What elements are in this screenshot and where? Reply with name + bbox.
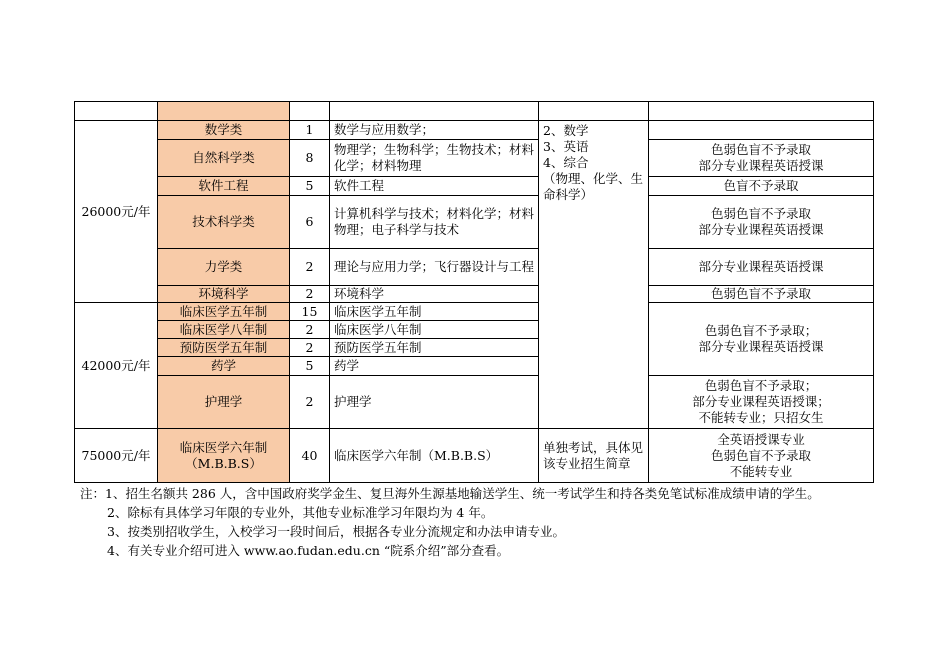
count-cell: 2 [290,339,330,357]
count-cell: 2 [290,249,330,286]
table-row [75,177,874,196]
count-cell: 1 [290,121,330,140]
tuition-cell: 75000元/年 [75,429,158,483]
count-cell: 40 [290,429,330,483]
count-cell: 5 [290,177,330,196]
count-cell: 8 [290,140,330,177]
category-cell: 临床医学六年制 （M.B.B.S） [158,429,290,483]
notes-cell: 色弱色盲不予录取 部分专业课程英语授课 [649,140,874,177]
count-cell: 6 [290,196,330,249]
majors-cell: 护理学 [330,376,539,429]
category-cell: 临床医学八年制 [158,321,290,339]
requirements-cell: 2、数学 3、英语 4、综合 （物理、化学、生命科学） [539,121,649,429]
majors-cell: 临床医学五年制 [330,303,539,321]
admissions-table [74,101,874,483]
notes-cell: 全英语授课专业 色弱色盲不予录取 不能转专业 [649,429,874,483]
table-row [75,121,874,140]
count-cell [290,102,330,121]
requirements-cell: 单独考试，具体见该专业招生简章 [539,429,649,483]
category-cell: 数学类 [158,121,290,140]
notes-cell: 色弱色盲不予录取 [649,286,874,303]
footnote-3: 3、按类别招收学生，入校学习一段时间后，根据各专业分流规定和办法申请专业。 [107,524,565,539]
category-cell: 药学 [158,357,290,376]
notes-cell: 色盲不予录取 [649,177,874,196]
count-cell: 2 [290,376,330,429]
category-cell: 自然科学类 [158,140,290,177]
majors-cell [330,102,539,121]
majors-cell: 理论与应用力学；飞行器设计与工程 [330,249,539,286]
category-cell: 护理学 [158,376,290,429]
majors-cell: 数学与应用数学； [330,121,539,140]
count-cell: 2 [290,286,330,303]
table-row [75,376,874,429]
count-cell: 5 [290,357,330,376]
category-cell: 技术科学类 [158,196,290,249]
count-cell: 15 [290,303,330,321]
category-cell: 力学类 [158,249,290,286]
majors-cell: 药学 [330,357,539,376]
table-row [75,102,874,121]
footnote-2: 2、除标有具体学习年限的专业外，其他专业标准学习年限均为 4 年。 [107,505,494,520]
footnote-4: 4、有关专业介绍可进入 www.ao.fudan.edu.cn “院系介绍”部分查看。 [107,543,510,558]
tuition-cell: 42000元/年 [75,303,158,429]
majors-cell: 临床医学六年制（M.B.B.S） [330,429,539,483]
majors-cell: 物理学；生物科学；生物技术；材料化学；材料物理 [330,140,539,177]
notes-cell: 色弱色盲不予录取； 部分专业课程英语授课 [649,303,874,376]
notes-cell [649,121,874,140]
table-row [75,140,874,177]
notes-cell: 色弱色盲不予录取； 部分专业课程英语授课； 不能转专业；只招女生 [649,376,874,429]
category-cell: 环境科学 [158,286,290,303]
table-row [75,196,874,249]
footnote-1: 注：1、招生名额共 286 人，含中国政府奖学金生、复旦海外生源基地输送学生、统一考试学生和持各类免笔试标准成绩申请的学生。 [80,486,820,501]
tuition-cell: 26000元/年 [75,121,158,303]
count-cell: 2 [290,321,330,339]
category-cell: 软件工程 [158,177,290,196]
majors-cell: 计算机科学与技术；材料化学；材料物理；电子科学与技术 [330,196,539,249]
category-cell: 预防医学五年制 [158,339,290,357]
table-row [75,429,874,483]
table-row [75,249,874,286]
notes-cell [649,102,874,121]
footnotes [80,484,820,560]
tuition-cell [75,102,158,121]
majors-cell: 临床医学八年制 [330,321,539,339]
notes-cell: 部分专业课程英语授课 [649,249,874,286]
requirements-cell [539,102,649,121]
majors-cell: 环境科学 [330,286,539,303]
majors-cell: 预防医学五年制 [330,339,539,357]
notes-cell: 色弱色盲不予录取 部分专业课程英语授课 [649,196,874,249]
category-cell: 临床医学五年制 [158,303,290,321]
table-row [75,303,874,321]
category-cell [158,102,290,121]
table-row [75,286,874,303]
majors-cell: 软件工程 [330,177,539,196]
